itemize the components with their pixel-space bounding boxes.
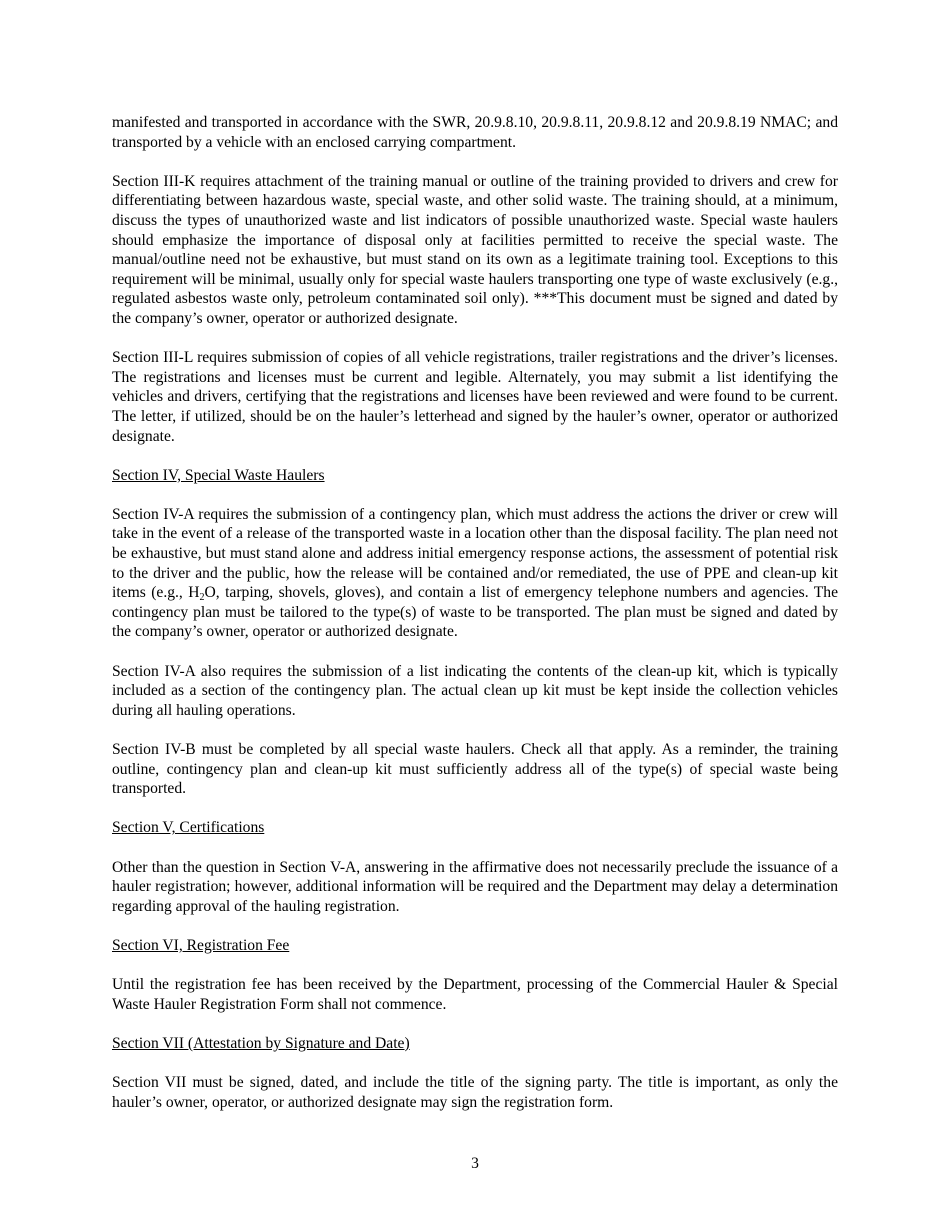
heading-section-vi: Section VI, Registration Fee	[112, 936, 290, 954]
paragraph-section-iv-a	[112, 505, 838, 642]
heading-section-vii: Section VII (Attestation by Signature and Date)	[112, 1034, 410, 1052]
paragraph-section-iii-l: Section III-L requires submission of copies of all vehicle registrations, trailer registrations and the driver’s licenses. The registrations and licenses must be current and legible. Alternately, you may submit a list identifying the vehicles and drivers, certifying that the registrations and licenses have been reviewed and were found to be current. The letter, if utilized, should be on the hauler’s letterhead and signed by the hauler’s owner, operator or authorized designate.	[112, 349, 838, 445]
page-number: 3	[471, 1155, 479, 1172]
heading-section-iv: Section IV, Special Waste Haulers	[112, 466, 325, 484]
paragraph-section-iv-a-part2: O, tarping, shovels, gloves), and contain a list of emergency telephone numbers and agencies. The contingency plan must be tailored to the type(s) of waste to be transported. The plan must be signed and dated by the company’s owner, operator or authorized designate.	[112, 584, 838, 641]
paragraph-swr-transport: manifested and transported in accordance with the SWR, 20.9.8.10, 20.9.8.11, 20.9.8.12 and 20.9.8.19 NMAC; and transported by a vehicle with an enclosed carrying compartment.	[112, 114, 838, 151]
paragraph-section-iv-a-cleanup-kit: Section IV-A also requires the submission of a list indicating the contents of the clean-up kit, which is typically included as a section of the contingency plan. The actual clean up kit must be kept inside the collection vehicles during all hauling operations.	[112, 662, 838, 719]
paragraph-section-vi: Until the registration fee has been received by the Department, processing of the Commercial Hauler & Special Waste Hauler Registration Form shall not commence.	[112, 976, 838, 1013]
paragraph-section-iv-b: Section IV-B must be completed by all special waste haulers. Check all that apply. As a reminder, the training outline, contingency plan and clean-up kit must sufficiently address all of the type(s) of special waste being transported.	[112, 741, 838, 798]
subscript-two: 2	[199, 592, 205, 604]
paragraph-section-iv-a-part1: Section IV-A requires the submission of a contingency plan, which must address the actions the driver or crew will take in the event of a release of the transported waste in a location other than the disposal facility. The plan need not be exhaustive, but must stand alone and address initial emergency response actions, the assessment of potential risk to the driver and the public, how the release will be contained and/or remediated, the use of PPE and clean-up kit items (e.g., H	[112, 505, 838, 602]
heading-section-v: Section V, Certifications	[112, 819, 265, 837]
paragraph-section-vii: Section VII must be signed, dated, and include the title of the signing party. The title is important, as only the hauler’s owner, operator, or authorized designate may sign the registration form.	[112, 1074, 838, 1111]
paragraph-section-v: Other than the question in Section V-A, answering in the affirmative does not necessarily preclude the issuance of a hauler registration; however, additional information will be required and the Department may delay a determination regarding approval of the hauling registration.	[112, 858, 838, 915]
document-page	[112, 113, 838, 1132]
paragraph-section-iii-k: Section III-K requires attachment of the training manual or outline of the training provided to drivers and crew for differentiating between hazardous waste, special waste, and other solid waste. The training should, at a minimum, discuss the types of unauthorized waste and list indicators of possible unauthorized waste. Special waste haulers should emphasize the importance of disposal only at facilities permitted to receive the special waste. The manual/outline need not be exhaustive, but must stand on its own as a legitimate training tool. Exceptions to this requirement will be minimal, usually only for special waste haulers transporting one type of waste exclusively (e.g., regulated asbestos waste only, petroleum contaminated soil only). ***This document must be signed and dated by the company’s owner, operator or authorized designate.	[112, 172, 838, 327]
